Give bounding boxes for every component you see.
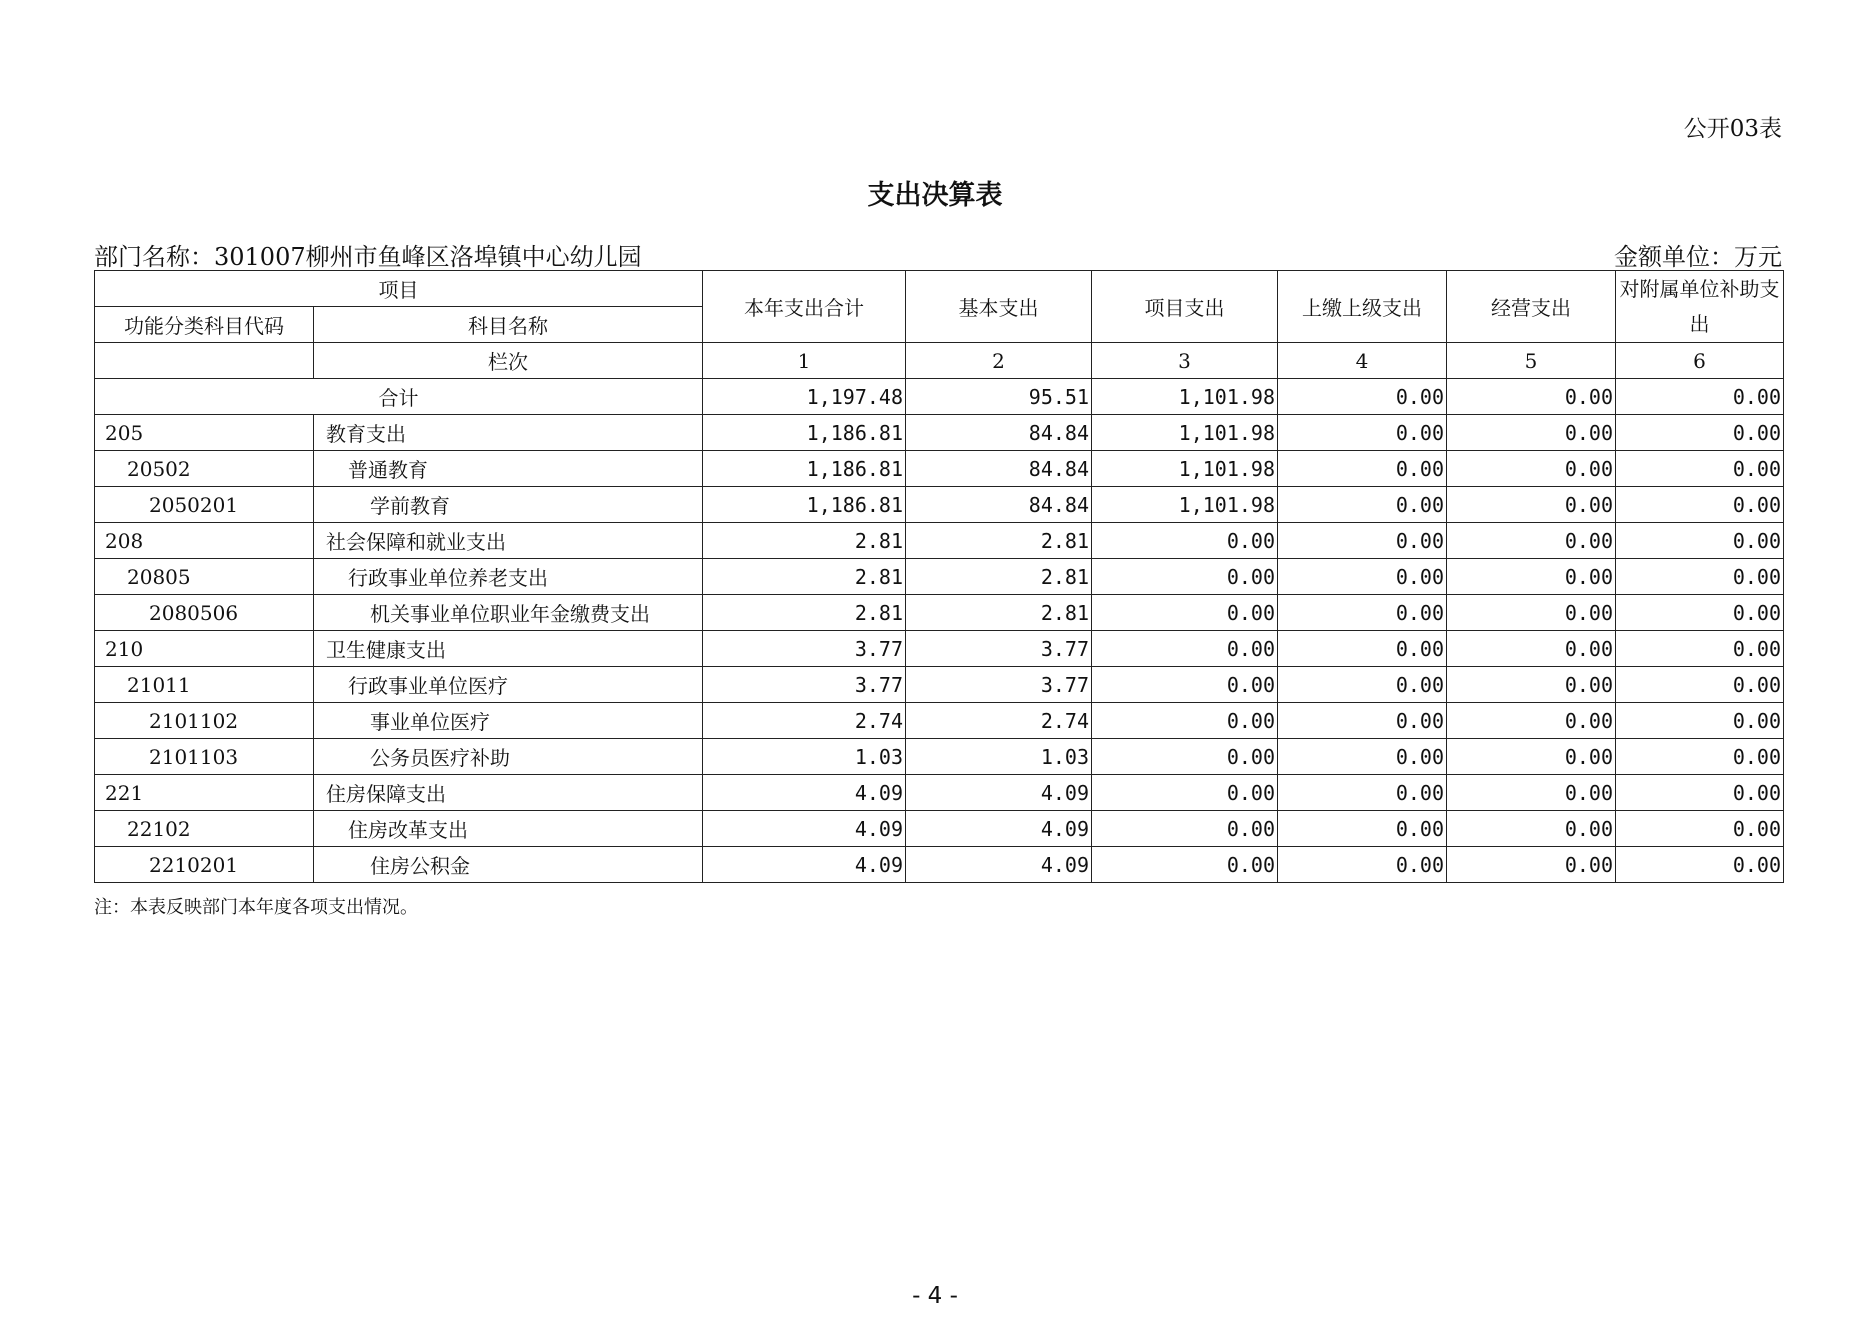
row-v5: 0.00 [1447,703,1616,739]
row-v6: 0.00 [1616,739,1784,775]
row-v1: 3.77 [703,667,906,703]
column-index-blank [95,343,314,379]
header-project: 项目 [95,271,703,307]
row-v4: 0.00 [1278,631,1447,667]
row-code: 210 [95,631,314,667]
row-v3: 1,101.98 [1092,451,1278,487]
row-code: 2101103 [95,739,314,775]
table-row [95,703,1784,739]
row-v1: 3.77 [703,631,906,667]
row-v2: 2.81 [906,559,1092,595]
row-name: 普通教育 [314,451,703,487]
row-v2: 84.84 [906,415,1092,451]
row-v3: 0.00 [1092,739,1278,775]
total-v5: 0.00 [1447,379,1616,415]
row-v2: 4.09 [906,811,1092,847]
row-name: 教育支出 [314,415,703,451]
row-v2: 1.03 [906,739,1092,775]
row-v4: 0.00 [1278,559,1447,595]
column-index-2: 2 [906,343,1092,379]
row-v6: 0.00 [1616,775,1784,811]
row-code: 2050201 [95,487,314,523]
row-code: 205 [95,415,314,451]
row-v5: 0.00 [1447,415,1616,451]
row-v6: 0.00 [1616,811,1784,847]
table-row [95,631,1784,667]
row-v5: 0.00 [1447,667,1616,703]
row-v3: 0.00 [1092,523,1278,559]
header-col1: 本年支出合计 [703,271,906,343]
row-v1: 2.81 [703,559,906,595]
table-row [95,739,1784,775]
header-code: 功能分类科目代码 [95,307,314,343]
row-v2: 2.81 [906,595,1092,631]
row-v2: 3.77 [906,667,1092,703]
row-name: 公务员医疗补助 [314,739,703,775]
table-row [95,775,1784,811]
total-v2: 95.51 [906,379,1092,415]
header-col6: 对附属单位补助支出 [1616,271,1784,343]
row-v5: 0.00 [1447,847,1616,883]
row-v4: 0.00 [1278,523,1447,559]
form-number: 公开03表 [1683,116,1782,142]
row-v6: 0.00 [1616,667,1784,703]
row-v5: 0.00 [1447,739,1616,775]
row-v2: 2.81 [906,523,1092,559]
row-v4: 0.00 [1278,847,1447,883]
row-v2: 2.74 [906,703,1092,739]
row-v4: 0.00 [1278,451,1447,487]
total-v6: 0.00 [1616,379,1784,415]
row-v3: 0.00 [1092,595,1278,631]
row-v5: 0.00 [1447,487,1616,523]
total-label: 合计 [95,379,703,415]
row-v2: 84.84 [906,487,1092,523]
row-v1: 2.81 [703,523,906,559]
row-v6: 0.00 [1616,847,1784,883]
row-v1: 4.09 [703,847,906,883]
row-v5: 0.00 [1447,451,1616,487]
row-v4: 0.00 [1278,667,1447,703]
row-v4: 0.00 [1278,775,1447,811]
row-v3: 0.00 [1092,667,1278,703]
page-title: 支出决算表 [867,180,1003,211]
row-v6: 0.00 [1616,703,1784,739]
row-v1: 4.09 [703,775,906,811]
row-v3: 0.00 [1092,559,1278,595]
row-v5: 0.00 [1447,775,1616,811]
row-v3: 0.00 [1092,703,1278,739]
row-v3: 1,101.98 [1092,415,1278,451]
row-v5: 0.00 [1447,523,1616,559]
header-col2: 基本支出 [906,271,1092,343]
department-name: 部门名称：301007柳州市鱼峰区洛埠镇中心幼儿园 [94,243,642,271]
row-v4: 0.00 [1278,739,1447,775]
row-code: 221 [95,775,314,811]
row-v1: 1.03 [703,739,906,775]
column-index-6: 6 [1616,343,1784,379]
row-name: 机关事业单位职业年金缴费支出 [314,595,703,631]
table-note: 注：本表反映部门本年度各项支出情况。 [94,897,418,918]
total-row [95,379,1784,415]
row-name: 行政事业单位医疗 [314,667,703,703]
column-index-3: 3 [1092,343,1278,379]
row-code: 22102 [95,811,314,847]
row-name: 住房保障支出 [314,775,703,811]
column-index-row [95,343,1784,379]
row-v1: 1,186.81 [703,487,906,523]
row-v1: 2.81 [703,595,906,631]
row-v6: 0.00 [1616,451,1784,487]
header-col5: 经营支出 [1447,271,1616,343]
row-v3: 0.00 [1092,631,1278,667]
header-col3: 项目支出 [1092,271,1278,343]
row-v5: 0.00 [1447,595,1616,631]
header-col4: 上缴上级支出 [1278,271,1447,343]
row-name: 行政事业单位养老支出 [314,559,703,595]
table-row [95,847,1784,883]
table-row [95,523,1784,559]
table-row [95,667,1784,703]
row-v3: 0.00 [1092,775,1278,811]
row-v6: 0.00 [1616,523,1784,559]
row-v2: 84.84 [906,451,1092,487]
table-row [95,595,1784,631]
header-name: 科目名称 [314,307,703,343]
column-index-5: 5 [1447,343,1616,379]
row-v6: 0.00 [1616,487,1784,523]
row-v1: 1,186.81 [703,415,906,451]
row-v1: 2.74 [703,703,906,739]
row-v4: 0.00 [1278,415,1447,451]
row-v1: 1,186.81 [703,451,906,487]
table-row [95,451,1784,487]
row-v4: 0.00 [1278,703,1447,739]
row-code: 2210201 [95,847,314,883]
table-row [95,415,1784,451]
row-code: 2101102 [95,703,314,739]
row-name: 学前教育 [314,487,703,523]
row-v4: 0.00 [1278,811,1447,847]
row-name: 社会保障和就业支出 [314,523,703,559]
column-index-1: 1 [703,343,906,379]
row-v6: 0.00 [1616,559,1784,595]
row-v5: 0.00 [1447,559,1616,595]
row-code: 21011 [95,667,314,703]
row-name: 住房公积金 [314,847,703,883]
row-code: 20502 [95,451,314,487]
row-v5: 0.00 [1447,631,1616,667]
row-v3: 0.00 [1092,811,1278,847]
row-v2: 4.09 [906,775,1092,811]
amount-unit: 金额单位：万元 [1614,243,1782,271]
table-row [95,811,1784,847]
row-v5: 0.00 [1447,811,1616,847]
row-code: 208 [95,523,314,559]
expenditure-table [94,270,1784,883]
row-v6: 0.00 [1616,415,1784,451]
row-v2: 3.77 [906,631,1092,667]
row-name: 卫生健康支出 [314,631,703,667]
total-v4: 0.00 [1278,379,1447,415]
table-row [95,559,1784,595]
row-v3: 1,101.98 [1092,487,1278,523]
column-index-label: 栏次 [314,343,703,379]
row-code: 2080506 [95,595,314,631]
row-name: 住房改革支出 [314,811,703,847]
row-v4: 0.00 [1278,595,1447,631]
row-v6: 0.00 [1616,595,1784,631]
row-v4: 0.00 [1278,487,1447,523]
header-row-1 [95,271,1784,307]
total-v1: 1,197.48 [703,379,906,415]
row-code: 20805 [95,559,314,595]
table-row [95,487,1784,523]
total-v3: 1,101.98 [1092,379,1278,415]
row-v1: 4.09 [703,811,906,847]
row-v6: 0.00 [1616,631,1784,667]
row-name: 事业单位医疗 [314,703,703,739]
row-v3: 0.00 [1092,847,1278,883]
column-index-4: 4 [1278,343,1447,379]
page-number: - 4 - [912,1283,958,1309]
row-v2: 4.09 [906,847,1092,883]
